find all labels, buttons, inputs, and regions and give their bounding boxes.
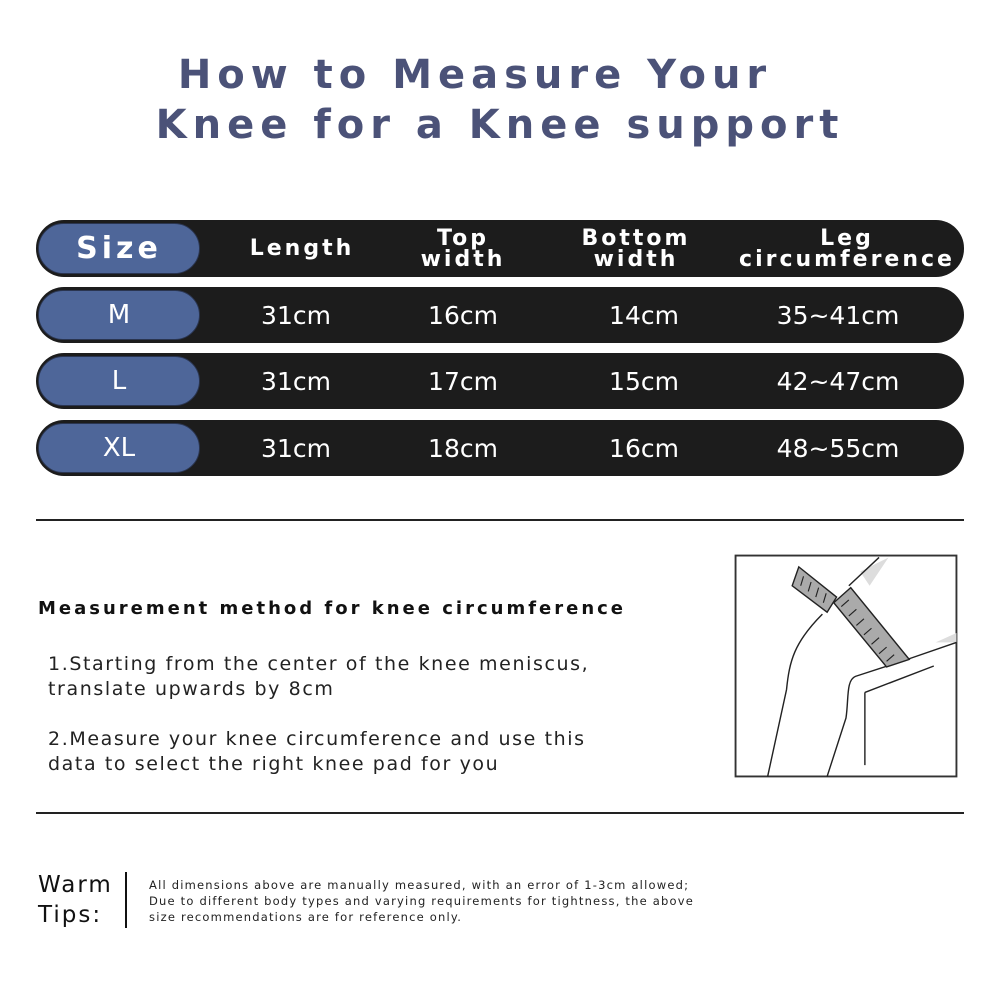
method-heading: Measurement method for knee circumference bbox=[38, 598, 627, 619]
knee-measurement-illustration bbox=[728, 548, 964, 784]
size-cell: XL bbox=[38, 423, 200, 473]
table-header-row bbox=[36, 220, 964, 277]
step-1-line-2: translate upwards by 8cm bbox=[48, 678, 335, 700]
tips-line-1: All dimensions above are manually measured, with an error of 1-3cm allowed; bbox=[149, 878, 690, 892]
table-row bbox=[36, 420, 964, 476]
size-cell: M bbox=[38, 290, 200, 340]
title-line-2: Knee for a Knee support bbox=[155, 102, 845, 148]
table-row bbox=[36, 353, 964, 409]
step-1-line-1: 1.Starting from the center of the knee meniscus, bbox=[48, 653, 590, 675]
tips-label-1: Warm bbox=[38, 872, 113, 898]
length-cell: 31cm bbox=[261, 300, 331, 330]
tips-line-2: Due to different body types and varying requirements for tightness, the above bbox=[149, 894, 695, 908]
leg-cell: 48~55cm bbox=[776, 433, 900, 463]
warm-tips-label bbox=[38, 870, 113, 930]
title-line-1: How to Measure Your bbox=[177, 52, 773, 98]
step-1 bbox=[48, 652, 589, 702]
length-cell: 31cm bbox=[261, 433, 331, 463]
tips-label-2: Tips: bbox=[38, 902, 103, 928]
length-header-text: Length bbox=[249, 236, 355, 261]
tips-text bbox=[149, 877, 694, 925]
size-cell: L bbox=[38, 356, 200, 406]
top-width-header bbox=[421, 220, 506, 277]
hd-l2: width bbox=[420, 246, 506, 272]
leg-circumference-header bbox=[739, 220, 955, 277]
top-width-cell: 17cm bbox=[428, 366, 498, 396]
top-width-cell: 18cm bbox=[428, 433, 498, 463]
top-width-cell: 16cm bbox=[428, 300, 498, 330]
bottom-width-header bbox=[582, 220, 691, 277]
table-row bbox=[36, 287, 964, 343]
step-2 bbox=[48, 727, 586, 777]
tips-separator bbox=[125, 872, 127, 928]
hd-l1: Bottom bbox=[581, 225, 691, 251]
hd-l2: width bbox=[593, 246, 679, 272]
bottom-width-cell: 14cm bbox=[609, 300, 679, 330]
hd-l1: Top bbox=[437, 225, 489, 251]
bottom-width-cell: 16cm bbox=[609, 433, 679, 463]
divider bbox=[36, 519, 964, 521]
hd-l1: Leg bbox=[820, 225, 874, 251]
length-header bbox=[250, 220, 355, 277]
length-cell: 31cm bbox=[261, 366, 331, 396]
tips-line-3: size recommendations are for reference only. bbox=[149, 910, 463, 924]
hd-l2: circumference bbox=[739, 246, 955, 272]
leg-cell: 42~47cm bbox=[776, 366, 900, 396]
step-2-line-2: data to select the right knee pad for you bbox=[48, 753, 500, 775]
divider bbox=[36, 812, 964, 814]
step-2-line-1: 2.Measure your knee circumference and use this bbox=[48, 728, 586, 750]
size-header: Size bbox=[38, 223, 200, 274]
bottom-width-cell: 15cm bbox=[609, 366, 679, 396]
leg-cell: 35~41cm bbox=[776, 300, 900, 330]
